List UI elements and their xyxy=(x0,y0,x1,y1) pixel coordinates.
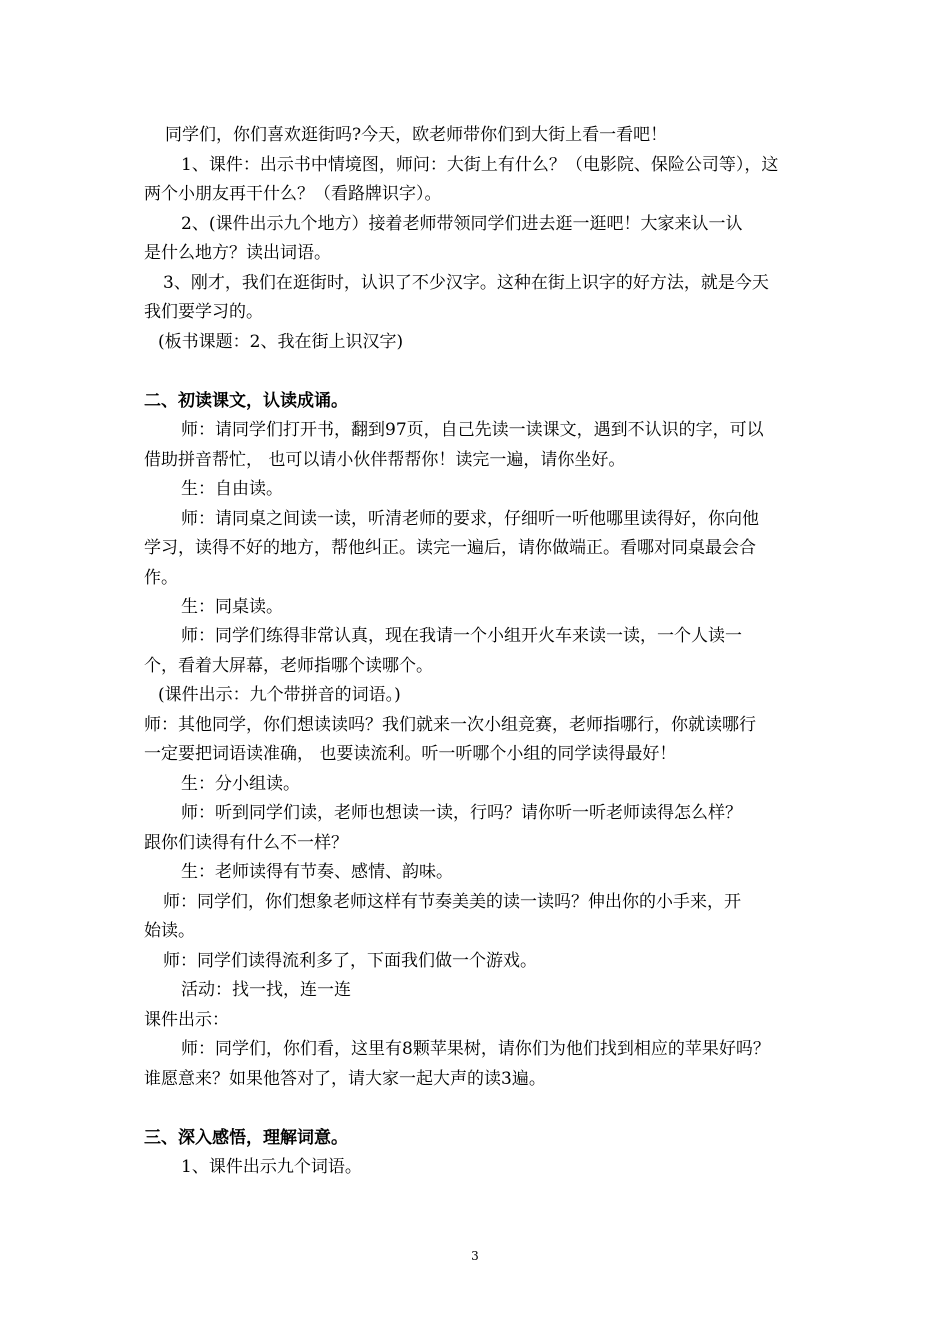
paragraph-intro: 同学们，你们喜欢逛街吗?今天，欧老师带你们到大街上看一看吧！ xyxy=(165,125,668,145)
paragraph-teacher-rhythm-read: 师：同学们，你们想象老师这样有节奏美美的读一读吗？伸出你的小手来，开 xyxy=(163,892,741,912)
paragraph-step-1: 1、课件：出示书中情境图，师问：大街上有什么？（电影院、保险公司等），这 xyxy=(181,155,779,175)
paragraph-step-2-cont: 是什么地方？读出词语。 xyxy=(144,243,331,263)
paragraph-teacher-demo-read: 师：听到同学们读，老师也想读一读，行吗？请你听一听老师读得怎么样？ xyxy=(181,803,742,823)
paragraph-teacher-partner-read-end: 作。 xyxy=(144,568,178,588)
paragraph-student-partner-read: 生：同桌读。 xyxy=(181,597,283,617)
paragraph-show-words: 1、课件出示九个词语。 xyxy=(181,1157,362,1177)
board-title-note: (板书课题：2、我在街上识汉字) xyxy=(158,332,404,352)
paragraph-step-2: 2、(课件出示九个地方）接着老师带领同学们进去逛一逛吧！大家来认一认 xyxy=(181,214,743,234)
paragraph-teacher-train-read-cont: 个，看着大屏幕，老师指哪个读哪个。 xyxy=(144,656,433,676)
paragraph-teacher-competition: 师：其他同学，你们想读读吗？我们就来一次小组竞赛，老师指哪行，你就读哪行 xyxy=(144,715,756,735)
paragraph-teacher-open-book: 师：请同学们打开书，翻到97页，自己先读一读课文，遇到不认识的字，可以 xyxy=(181,420,764,440)
paragraph-student-answer: 生：老师读得有节奏、感情、韵味。 xyxy=(181,862,453,882)
paragraph-teacher-apple-tree-cont: 谁愿意来？如果他答对了，请大家一起大声的读3遍。 xyxy=(144,1069,546,1089)
paragraph-teacher-open-book-cont: 借助拼音帮忙， 也可以请小伙伴帮帮你！读完一遍，请你坐好。 xyxy=(144,450,626,470)
section-heading-2: 二、初读课文，认读成诵。 xyxy=(144,391,348,411)
paragraph-teacher-game: 师：同学们读得流利多了，下面我们做一个游戏。 xyxy=(163,951,537,971)
paragraph-teacher-demo-read-cont: 跟你们读得有什么不一样？ xyxy=(144,833,348,853)
paragraph-activity: 活动：找一找，连一连 xyxy=(181,980,351,1000)
paragraph-teacher-competition-cont: 一定要把词语读准确， 也要读流利。听一听哪个小组的同学读得最好！ xyxy=(144,744,677,764)
paragraph-step-3: 3、刚才，我们在逛街时，认识了不少汉字。这种在街上识字的好方法，就是今天 xyxy=(163,273,769,293)
paragraph-student-free-read: 生：自由读。 xyxy=(181,479,283,499)
paragraph-step-3-cont: 我们要学习的。 xyxy=(144,302,263,322)
paragraph-courseware: 课件出示： xyxy=(144,1010,229,1030)
paragraph-teacher-partner-read: 师：请同桌之间读一读，听清老师的要求，仔细听一听他哪里读得好，你向他 xyxy=(181,509,759,529)
paragraph-teacher-train-read: 师：同学们练得非常认真，现在我请一个小组开火车来读一读，一个人读一 xyxy=(181,626,742,646)
paragraph-step-1-cont: 两个小朋友再干什么？（看路牌识字）。 xyxy=(144,184,442,204)
paragraph-student-group-read: 生：分小组读。 xyxy=(181,774,300,794)
paragraph-teacher-rhythm-read-cont: 始读。 xyxy=(144,921,195,941)
courseware-note: (课件出示：九个带拼音的词语。) xyxy=(158,685,401,705)
page-number: 3 xyxy=(471,1249,479,1263)
paragraph-teacher-partner-read-cont: 学习，读得不好的地方，帮他纠正。读完一遍后，请你做端正。看哪对同桌最会合 xyxy=(144,538,756,558)
section-heading-3: 三、深入感悟，理解词意。 xyxy=(144,1128,348,1148)
paragraph-teacher-apple-tree: 师：同学们，你们看，这里有8颗苹果树，请你们为他们找到相应的苹果好吗？ xyxy=(181,1039,770,1059)
